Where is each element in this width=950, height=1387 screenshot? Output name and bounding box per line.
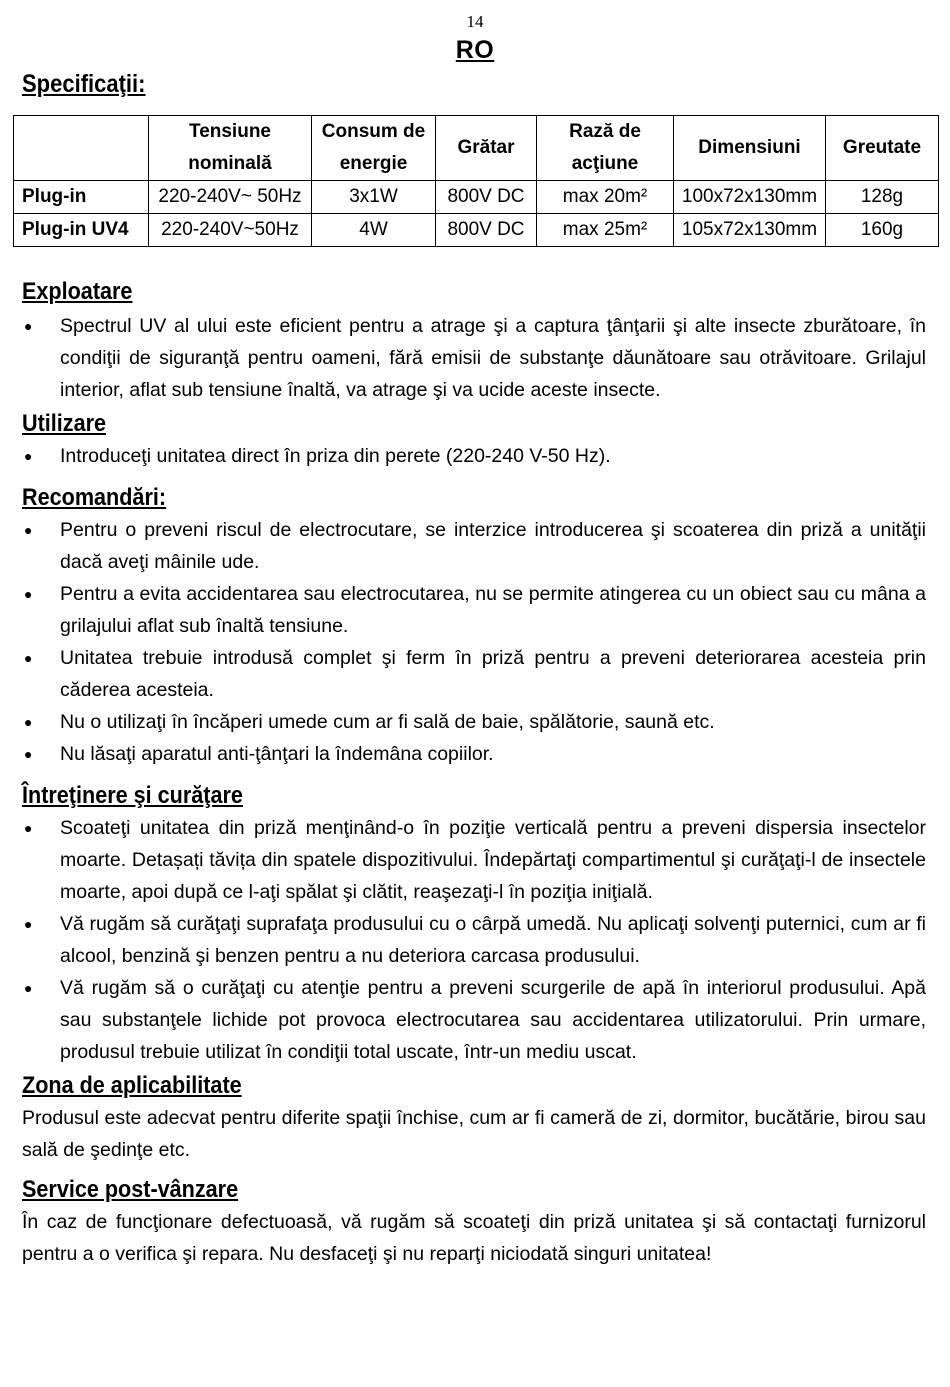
table-cell: 800V DC (436, 214, 537, 247)
table-cell: 800V DC (436, 181, 537, 214)
table-cell: max 25m² (537, 214, 674, 247)
list-item-text: Vă rugăm să o curăţaţi cu atenţie pentru a preveni scurgerile de apă în interiorul produsului. Apă sau substanţele lichide pot provoca electrocutarea sau accidentarea utilizatorului. Prin urmare, produsul trebuie utilizat în condiţii total uscate, într-un mediu uscat. (60, 977, 926, 1063)
section-recomandari (22, 484, 926, 770)
section-paragraph: Produsul este adecvat pentru diferite spaţii închise, cum ar fi cameră de zi, dormitor, bucătărie, birou sau sală de şedinţe etc. (22, 1107, 926, 1161)
list-item (22, 310, 926, 406)
table-header-cell: Tensiune nominală (149, 116, 312, 181)
list-item-text: Scoateţi unitatea din priză menţinând-o în poziţie verticală pentru a preveni dispersia insectelor moarte. Detașați tăvița din spatele dispozitivului. Îndepărtaţi compartimentul şi curăţaţi-l de insectele moarte, apoi după ce l-aţi spălat şi clătit, reaşezaţi-l în poziţia iniţială. (60, 817, 926, 903)
table-header-cell: Grătar (436, 116, 537, 181)
section-heading: Zona de aplicabilitate (22, 1072, 242, 1099)
list-item (22, 908, 926, 972)
section-heading: Utilizare (22, 410, 107, 437)
list-item (22, 706, 926, 738)
section-paragraph: În caz de funcţionare defectuoasă, vă rugăm să scoateţi din priză unitatea şi să contactaţi furnizorul pentru a o verifica şi repara. Nu desfaceţi şi nu reparţi niciodată singuri unitatea! (22, 1211, 926, 1265)
language-code: RO (455, 36, 495, 64)
table-cell: 220-240V~ 50Hz (149, 181, 312, 214)
list-item (22, 514, 926, 578)
table-row (14, 214, 939, 247)
table-header-cell: Dimensiuni (674, 116, 826, 181)
section-service (22, 1176, 926, 1270)
table-cell: 100x72x130mm (674, 181, 826, 214)
table-cell: Plug-in UV4 (14, 214, 149, 247)
bullet-list (22, 514, 926, 770)
list-item (22, 972, 926, 1068)
section-zona-aplicabilitate (22, 1072, 926, 1166)
table-header-row (14, 116, 939, 181)
bullet-icon: ● (24, 916, 33, 932)
bullet-icon: ● (24, 318, 33, 334)
table-cell: 4W (312, 214, 436, 247)
section-heading: Întreţinere şi curăţare (22, 782, 243, 809)
table-header-cell (14, 116, 149, 181)
page-number: 14 (466, 12, 484, 31)
table-cell: 220-240V~50Hz (149, 214, 312, 247)
bullet-list (22, 440, 926, 472)
bullet-icon: ● (24, 980, 33, 996)
section-heading: Recomandări: (22, 484, 167, 511)
list-item (22, 578, 926, 642)
list-item-text: Spectrul UV al ului este eficient pentru a atrage şi a captura ţânţarii şi alte insecte zburătoare, în condiţii de siguranţă pentru oameni, fără emisii de substanţe dăunătoare sau otrăvitoare. Grilajul interior, aflat sub tensiune înaltă, va atrage şi va ucide aceste insecte. (60, 315, 926, 401)
table-cell: 3x1W (312, 181, 436, 214)
section-exploatare (22, 278, 926, 406)
list-item-text: Pentru a evita accidentarea sau electrocutarea, nu se permite atingerea cu un obiect sau cu mâna a grilajului aflat sub înaltă tensiune. (60, 583, 926, 637)
table-header-cell: Consum de energie (312, 116, 436, 181)
list-item (22, 812, 926, 908)
bullet-list (22, 310, 926, 406)
table-cell: 128g (826, 181, 939, 214)
table-header-cell: Greutate (826, 116, 939, 181)
specifications-heading: Specificaţii: (22, 70, 146, 98)
list-item (22, 738, 926, 770)
list-item (22, 642, 926, 706)
bullet-icon: ● (24, 586, 33, 602)
section-heading: Exploatare (22, 278, 133, 305)
section-utilizare (22, 410, 926, 472)
table-cell: Plug-in (14, 181, 149, 214)
bullet-icon: ● (24, 820, 33, 836)
bullet-icon: ● (24, 448, 33, 464)
bullet-icon: ● (24, 650, 33, 666)
section-heading: Service post-vânzare (22, 1176, 239, 1203)
list-item-text: Introduceţi unitatea direct în priza din perete (220-240 V-50 Hz). (60, 445, 611, 467)
list-item-text: Nu o utilizaţi în încăperi umede cum ar fi sală de baie, spălătorie, saună etc. (60, 711, 715, 733)
table-cell: max 20m² (537, 181, 674, 214)
document-body (22, 278, 926, 1270)
list-item-text: Unitatea trebuie introdusă complet şi ferm în priză pentru a preveni deteriorarea acesteia prin căderea acesteia. (60, 647, 926, 701)
specifications-table (13, 115, 939, 247)
section-intretinere (22, 782, 926, 1068)
bullet-icon: ● (24, 746, 33, 762)
bullet-icon: ● (24, 714, 33, 730)
list-item-text: Pentru o preveni riscul de electrocutare, se interzice introducerea şi scoaterea din priză a unităţii dacă aveţi mâinile ude. (60, 519, 926, 573)
list-item-text: Vă rugăm să curăţaţi suprafaţa produsului cu o cârpă umedă. Nu aplicaţi solvenţi puternici, cum ar fi alcool, benzină şi benzen pentru a nu deteriora carcasa produsului. (60, 913, 926, 967)
list-item (22, 440, 926, 472)
list-item-text: Nu lăsaţi aparatul anti-ţânţari la îndemâna copiilor. (60, 743, 494, 765)
bullet-list (22, 812, 926, 1068)
table-cell: 160g (826, 214, 939, 247)
bullet-icon: ● (24, 522, 33, 538)
table-header-cell: Rază de acţiune (537, 116, 674, 181)
table-cell: 105x72x130mm (674, 214, 826, 247)
table-row (14, 181, 939, 214)
